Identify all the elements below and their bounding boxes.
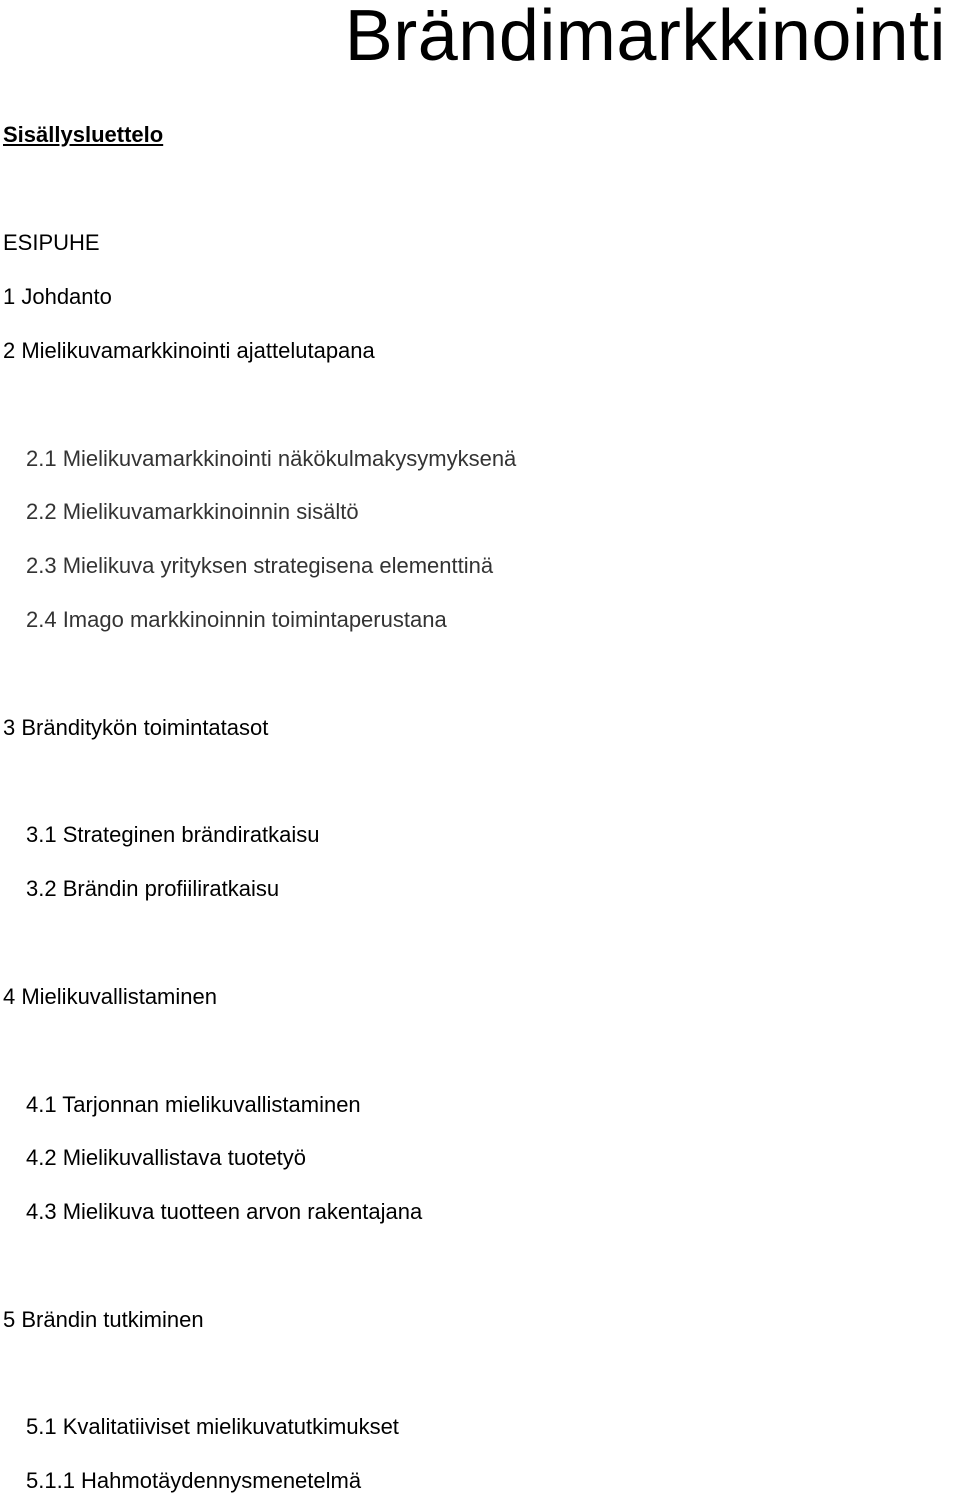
toc-entry: 2.1 Mielikuvamarkkinointi näkökulmakysymyksenä xyxy=(26,446,517,471)
toc-entry: 4 Mielikuvallistaminen xyxy=(3,984,217,1009)
toc-entry: 5.1 Kvalitatiiviset mielikuvatutkimukset xyxy=(26,1414,399,1439)
toc-entry: 4.2 Mielikuvallistava tuotetyö xyxy=(26,1145,307,1170)
toc-entry: 1 Johdanto xyxy=(3,284,112,309)
toc-entry: ESIPUHE xyxy=(3,230,100,255)
toc-entry: 2.2 Mielikuvamarkkinoinnin sisältö xyxy=(26,499,359,524)
toc-entry: 4.1 Tarjonnan mielikuvallistaminen xyxy=(26,1092,361,1117)
toc-entry: 5 Brändin tutkiminen xyxy=(3,1307,204,1332)
toc-entry: 4.3 Mielikuva tuotteen arvon rakentajana xyxy=(26,1199,423,1224)
toc-entry: 3.2 Brändin profiiliratkaisu xyxy=(26,876,280,901)
toc-entry: 3 Bränditykön toimintatasot xyxy=(3,715,269,740)
document-title: Brändimarkkinointi xyxy=(344,0,946,76)
toc-entry: 5.1.1 Hahmotäydennysmenetelmä xyxy=(26,1468,362,1493)
toc-heading: Sisällysluettelo xyxy=(3,122,164,147)
toc-entry: 2.3 Mielikuva yrityksen strategisena elementtinä xyxy=(26,553,494,578)
toc-entry: 2.4 Imago markkinoinnin toimintaperustana xyxy=(26,607,447,632)
toc-entry: 3.1 Strateginen brändiratkaisu xyxy=(26,822,320,847)
toc-entry: 2 Mielikuvamarkkinointi ajattelutapana xyxy=(3,338,375,363)
